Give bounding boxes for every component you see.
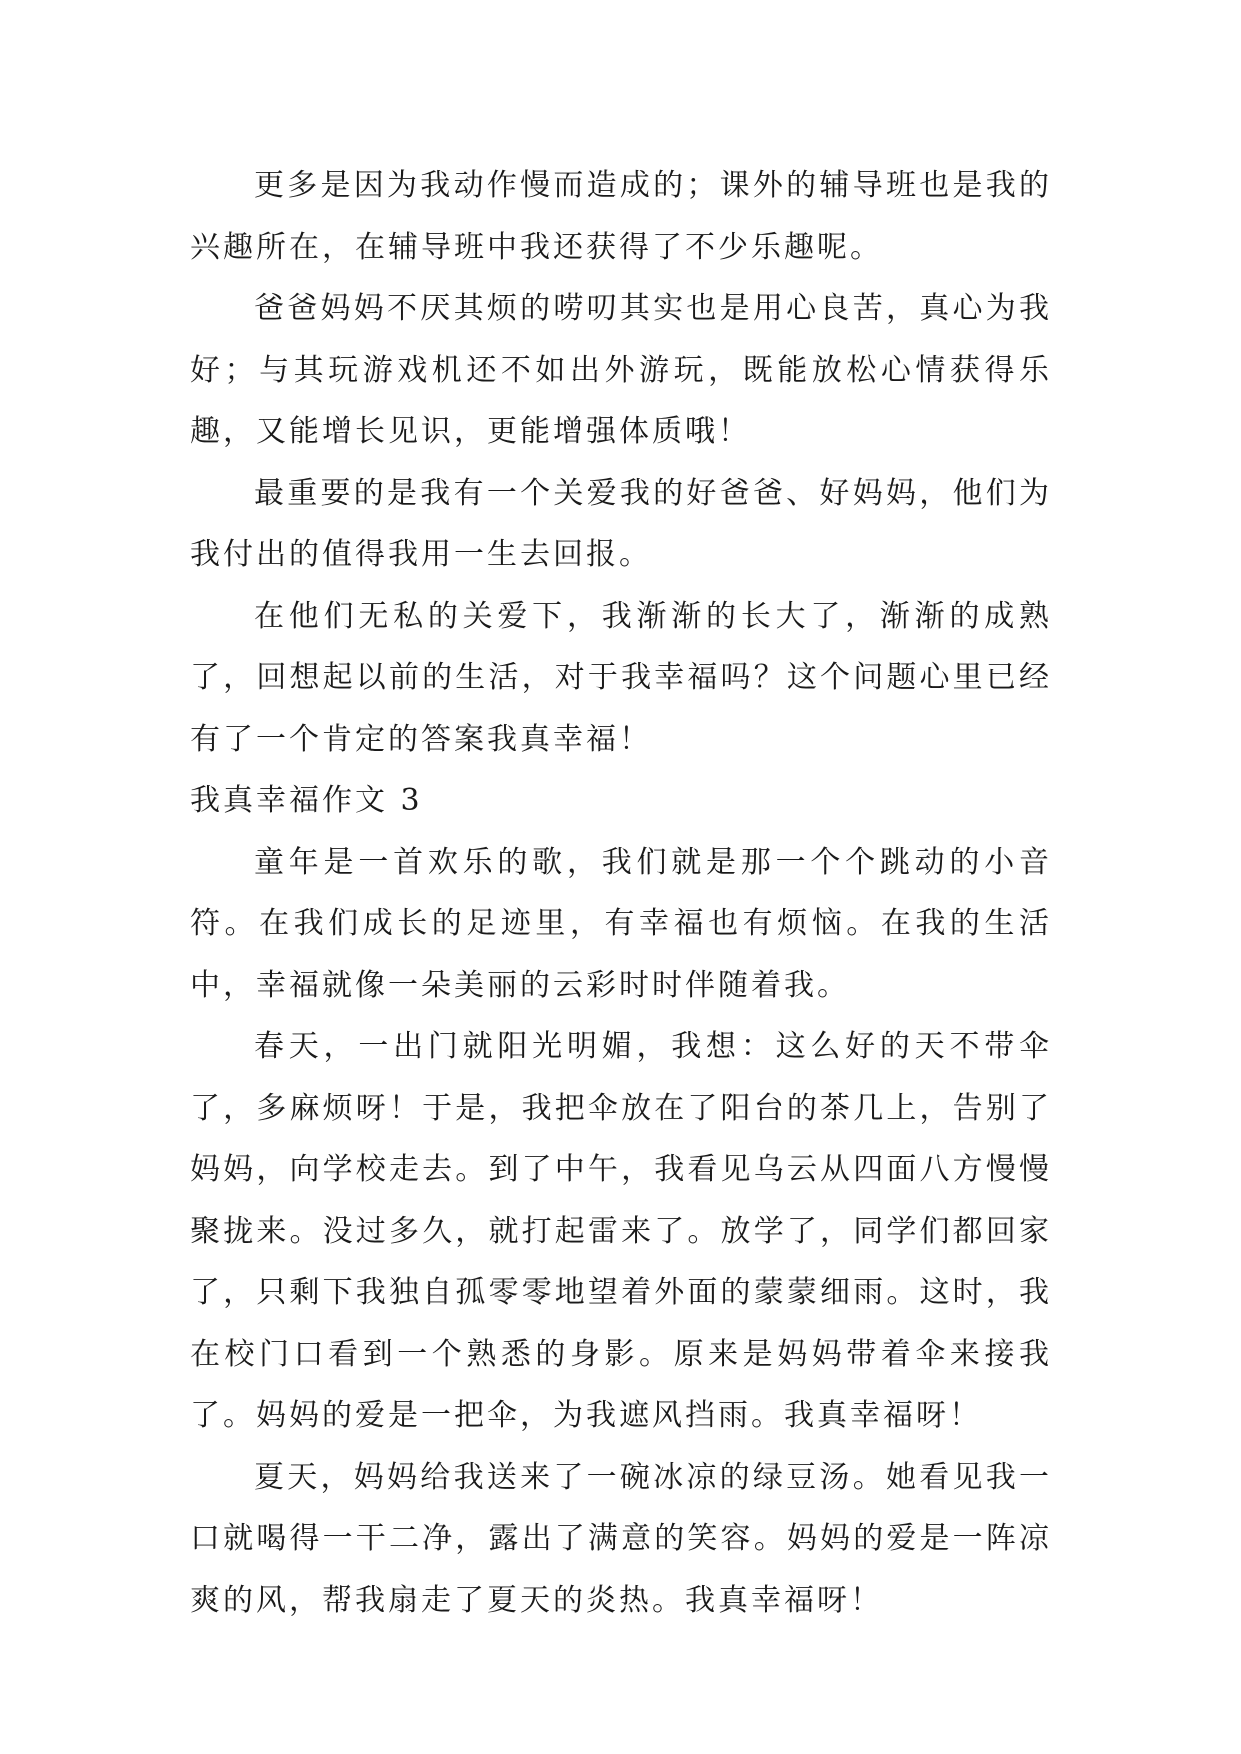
paragraph: 春天，一出门就阳光明媚，我想：这么好的天不带伞了，多麻烦呀！于是，我把伞放在了阳台的茶几上，告别了妈妈，向学校走去。到了中午，我看见乌云从四面八方慢慢聚拢来。没过多久，就打起雷来了。放学了，同学们都回家了，只剩下我独自孤零零地望着外面的蒙蒙细雨。这时，我在校门口看到一个熟悉的身影。原来是妈妈带着伞来接我了。妈妈的爱是一把伞，为我遮风挡雨。我真幸福呀！	[190, 1029, 1052, 1433]
paragraph: 夏天，妈妈给我送来了一碗冰凉的绿豆汤。她看见我一口就喝得一干二净，露出了满意的笑容。妈妈的爱是一阵凉爽的风，帮我扇走了夏天的炎热。我真幸福呀！	[190, 1459, 1052, 1618]
document-body	[190, 155, 1052, 1631]
paragraph: 更多是因为我动作慢而造成的；课外的辅导班也是我的兴趣所在，在辅导班中我还获得了不少乐趣呢。	[190, 168, 1052, 265]
paragraph: 最重要的是我有一个关爱我的好爸爸、好妈妈，他们为我付出的值得我用一生去回报。	[190, 475, 1052, 572]
paragraph: 爸爸妈妈不厌其烦的唠叨其实也是用心良苦，真心为我好；与其玩游戏机还不如出外游玩，既能放松心情获得乐趣，又能增长见识，更能增强体质哦！	[190, 291, 1052, 449]
paragraph: 童年是一首欢乐的歌，我们就是那一个个跳动的小音符。在我们成长的足迹里，有幸福也有烦恼。在我的生活中，幸福就像一朵美丽的云彩时时伴随着我。	[190, 844, 1052, 1003]
paragraph: 在他们无私的关爱下，我渐渐的长大了，渐渐的成熟了，回想起以前的生活，对于我幸福吗？这个问题心里已经有了一个肯定的答案我真幸福！	[190, 598, 1052, 757]
section-heading: 我真幸福作文 3	[190, 783, 423, 818]
